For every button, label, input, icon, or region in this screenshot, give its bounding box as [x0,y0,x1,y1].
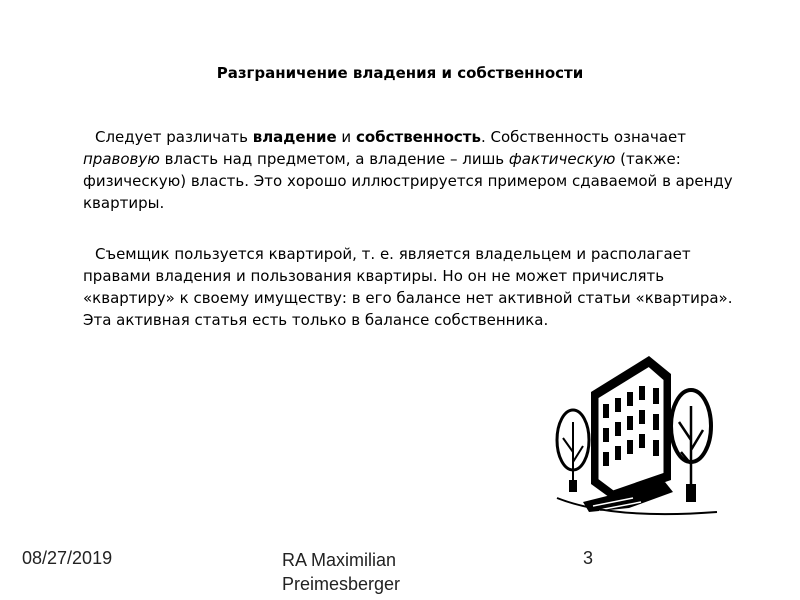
page-number: 3 [583,548,594,568]
paragraph-text: Съемщик пользуется квартирой, т. е. является владельцем и располагает правами владения и пользования квартиры. Но он не может причислять «квартиру» к своему имуществу: в его балансе нет активной статьи «квартира». Эта активная статья есть только в балансе собственника. [83,245,733,329]
paragraph-tenant-example [83,243,743,331]
paragraph-text: власть над предметом, а владение – лишь [159,150,509,168]
paragraph-text: и [336,128,356,146]
slide-title: Разграничение владения и собственности [216,64,584,82]
paragraph-text: Следует различать [95,128,253,146]
term-factual: фактическую [508,150,616,168]
term-possession: владение [252,128,337,146]
footer-author-line1: RA Maximilian [282,550,397,570]
paragraph-ownership-distinction [83,126,743,214]
apartment-building-with-trees-icon [553,352,719,520]
term-legal: правовую [83,150,160,168]
footer-date: 08/27/2019 [22,548,113,568]
footer-author-line2: Preimesberger [282,574,401,594]
paragraph-text: (также: физическую) власть. Это хорошо иллюстрируется примером сдаваемой в аренду квартиры. [83,150,733,212]
term-ownership: собственность [355,128,481,146]
footer-author [282,548,502,596]
paragraph-text: . Собственность означает [480,128,687,146]
